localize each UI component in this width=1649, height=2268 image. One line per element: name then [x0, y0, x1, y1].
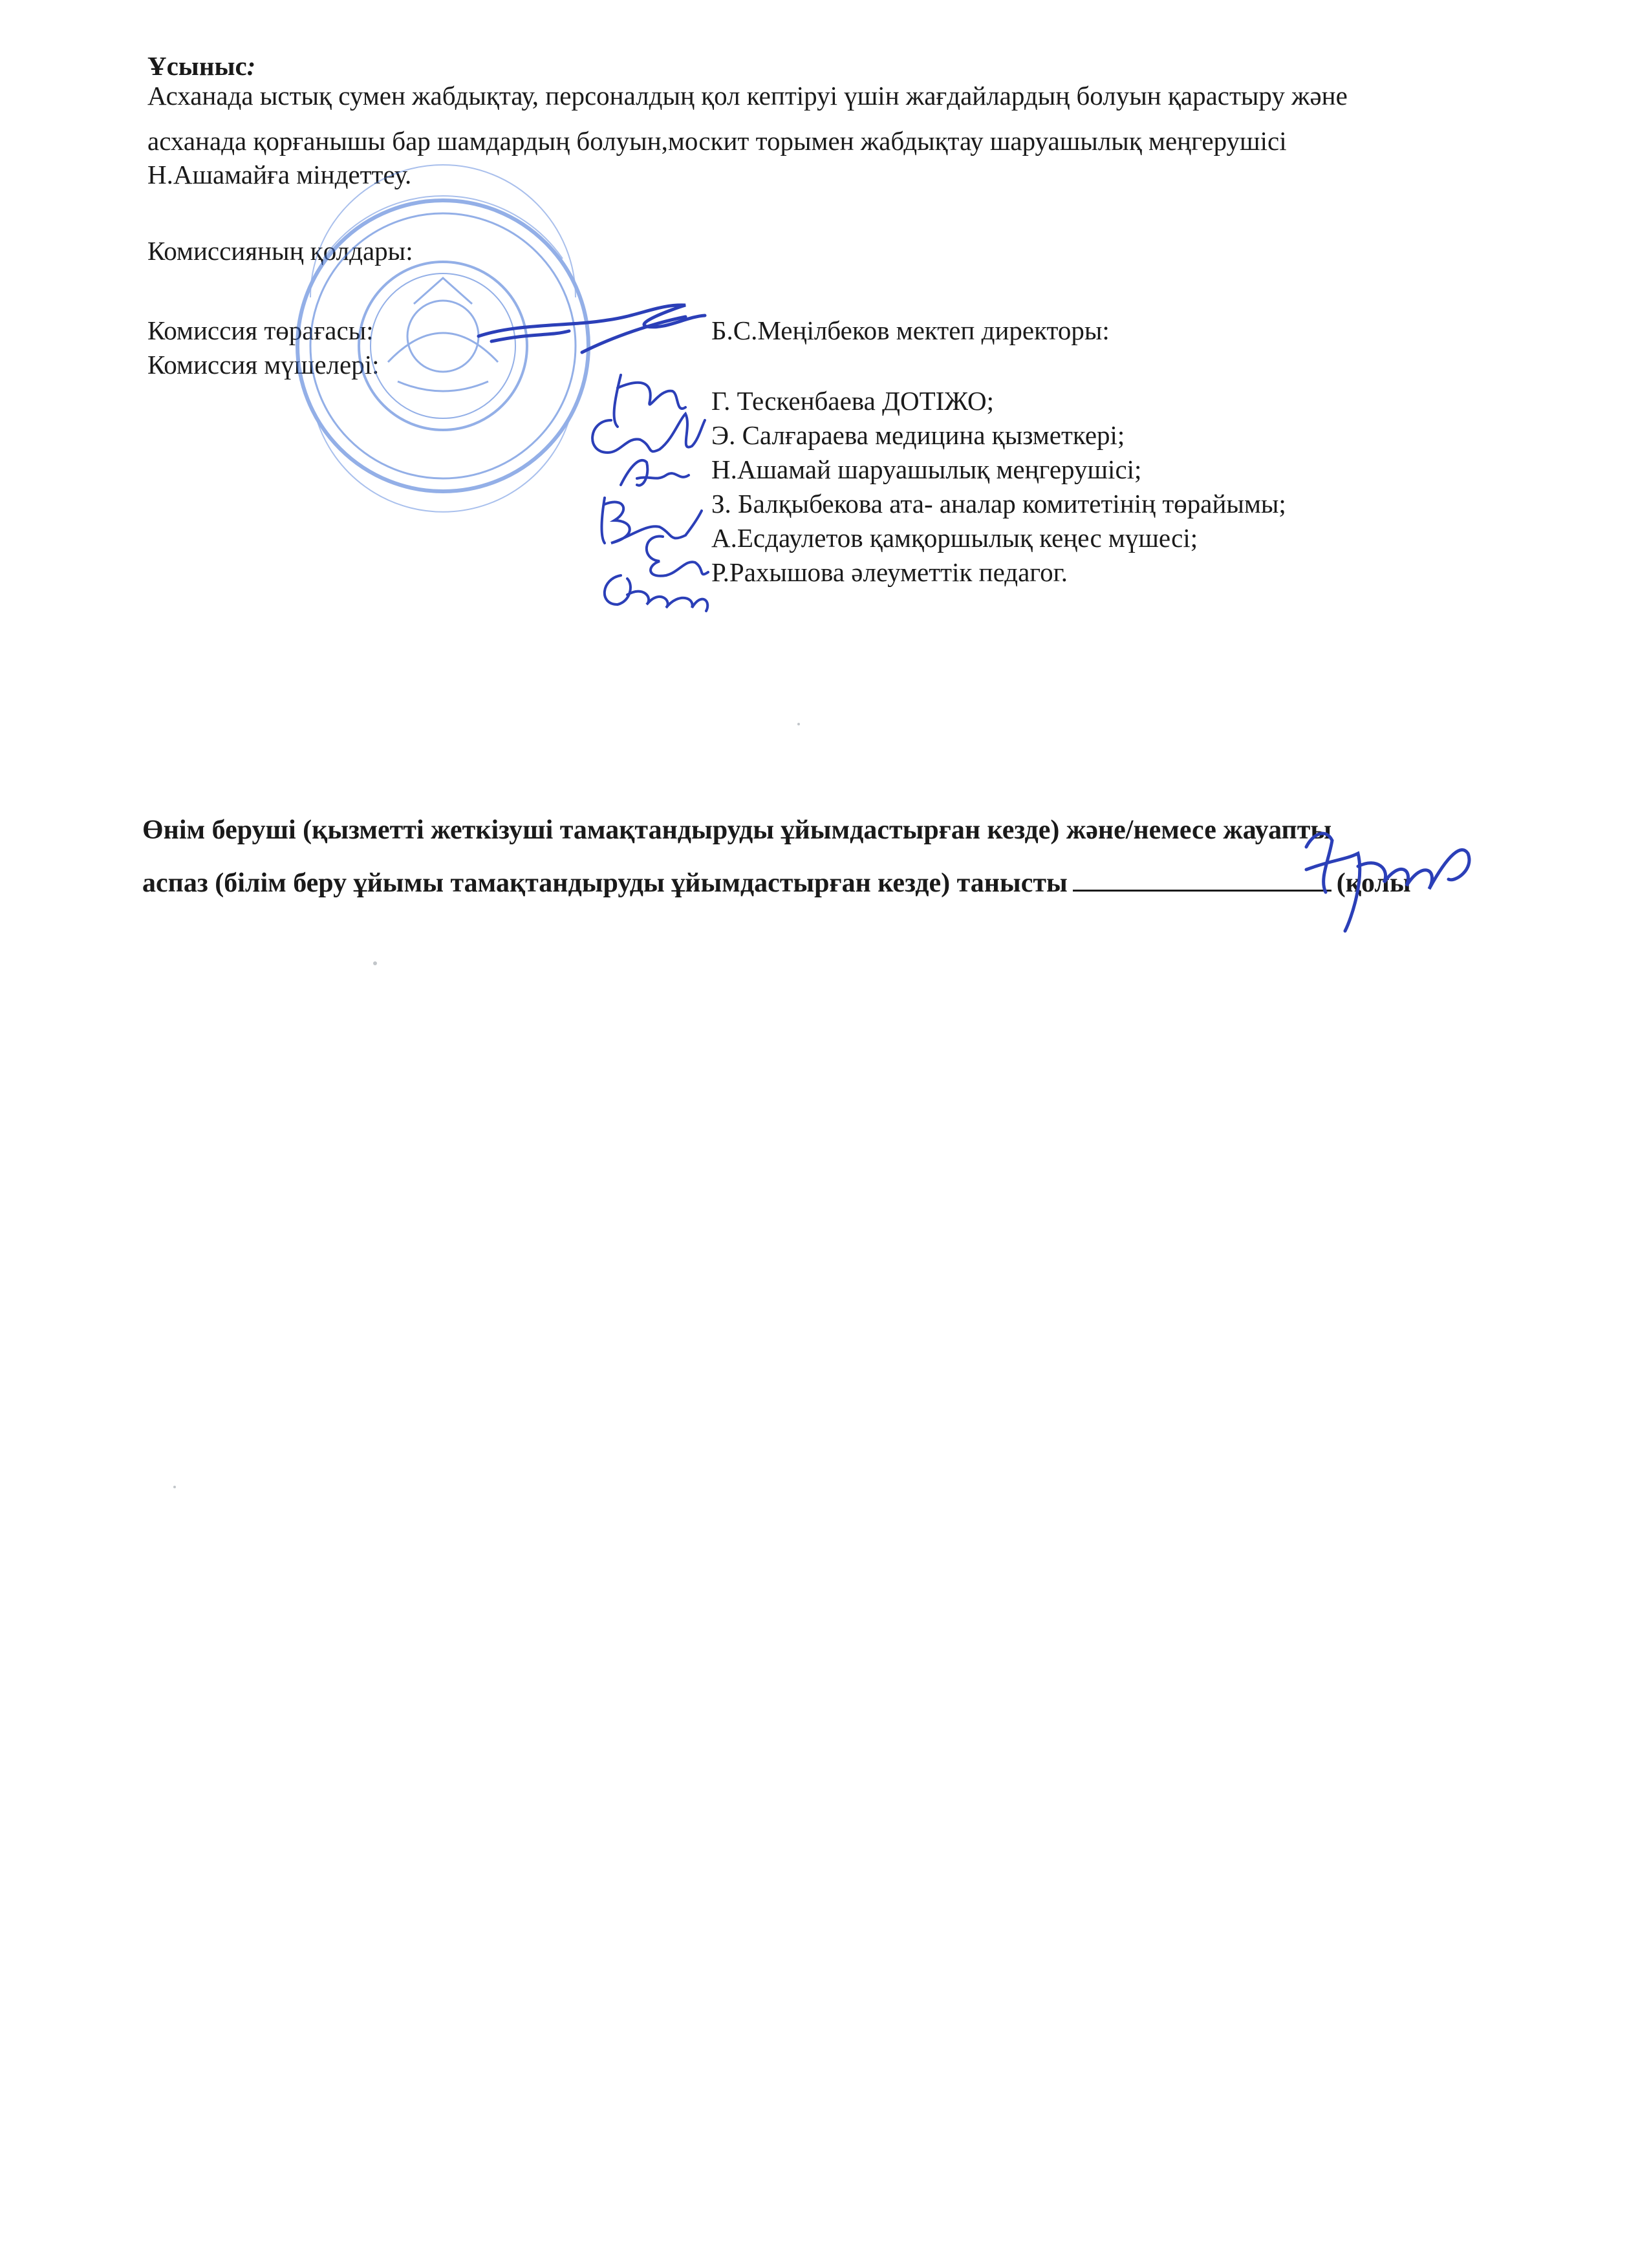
- signature-chair-icon: [479, 305, 705, 352]
- signature-member-5-icon: [647, 537, 708, 576]
- member-item: Г. Тескенбаева ДОТІЖО;: [711, 386, 995, 416]
- member-item: З. Балқыбекова ата- аналар комитетінің төрайымы;: [711, 489, 1286, 519]
- signature-member-1-icon: [614, 375, 685, 427]
- acknowledgement-line-2: аспаз (білім беру ұйымы тамақтандыруды ұйымдастырған кезде) танысты (қолы: [142, 868, 1411, 898]
- signatures-title: Комиссияның қолдары:: [147, 236, 413, 266]
- signature-member-4-icon: [601, 498, 702, 543]
- member-item: А.Есдаулетов қамқоршылық кеңес мүшесі;: [711, 523, 1198, 553]
- member-item: Э. Салғараева медицина қызметкері;: [711, 420, 1125, 450]
- signature-member-2-icon: [592, 414, 705, 453]
- signature-member-3-icon: [621, 460, 689, 486]
- member-item: Н.Ашамай шаруашылық меңгерушісі;: [711, 455, 1142, 484]
- recommendation-line-2: асханада қорғанышы бар шамдардың болуын,москит торымен жабдықтау шаруашылық меңгерушісі: [147, 126, 1287, 156]
- chair-label: Комиссия төрағасы:: [147, 316, 374, 345]
- recommendation-heading: Ұсыныс:: [147, 51, 256, 81]
- signature-blank: [1073, 868, 1331, 892]
- chair-name: Б.С.Меңілбеков мектеп директоры:: [711, 316, 1110, 345]
- acknowledgement-line-1: Өнім беруші (қызметті жеткізуші тамақтандыруды ұйымдастырған кезде) және/немесе жауапты: [142, 815, 1332, 845]
- members-label: Комиссия мүшелері:: [147, 350, 380, 380]
- signature-member-6-icon: [605, 575, 707, 611]
- recommendation-line-1: Асханада ыстық сумен жабдықтау, персоналдың қол кептіруі үшін жағдайлардың болуын қарастыру және: [147, 81, 1348, 111]
- recommendation-line-3: Н.Ашамайға міндеттеу.: [147, 160, 412, 189]
- member-item: Р.Рахышова әлеуметтік педагог.: [711, 557, 1068, 587]
